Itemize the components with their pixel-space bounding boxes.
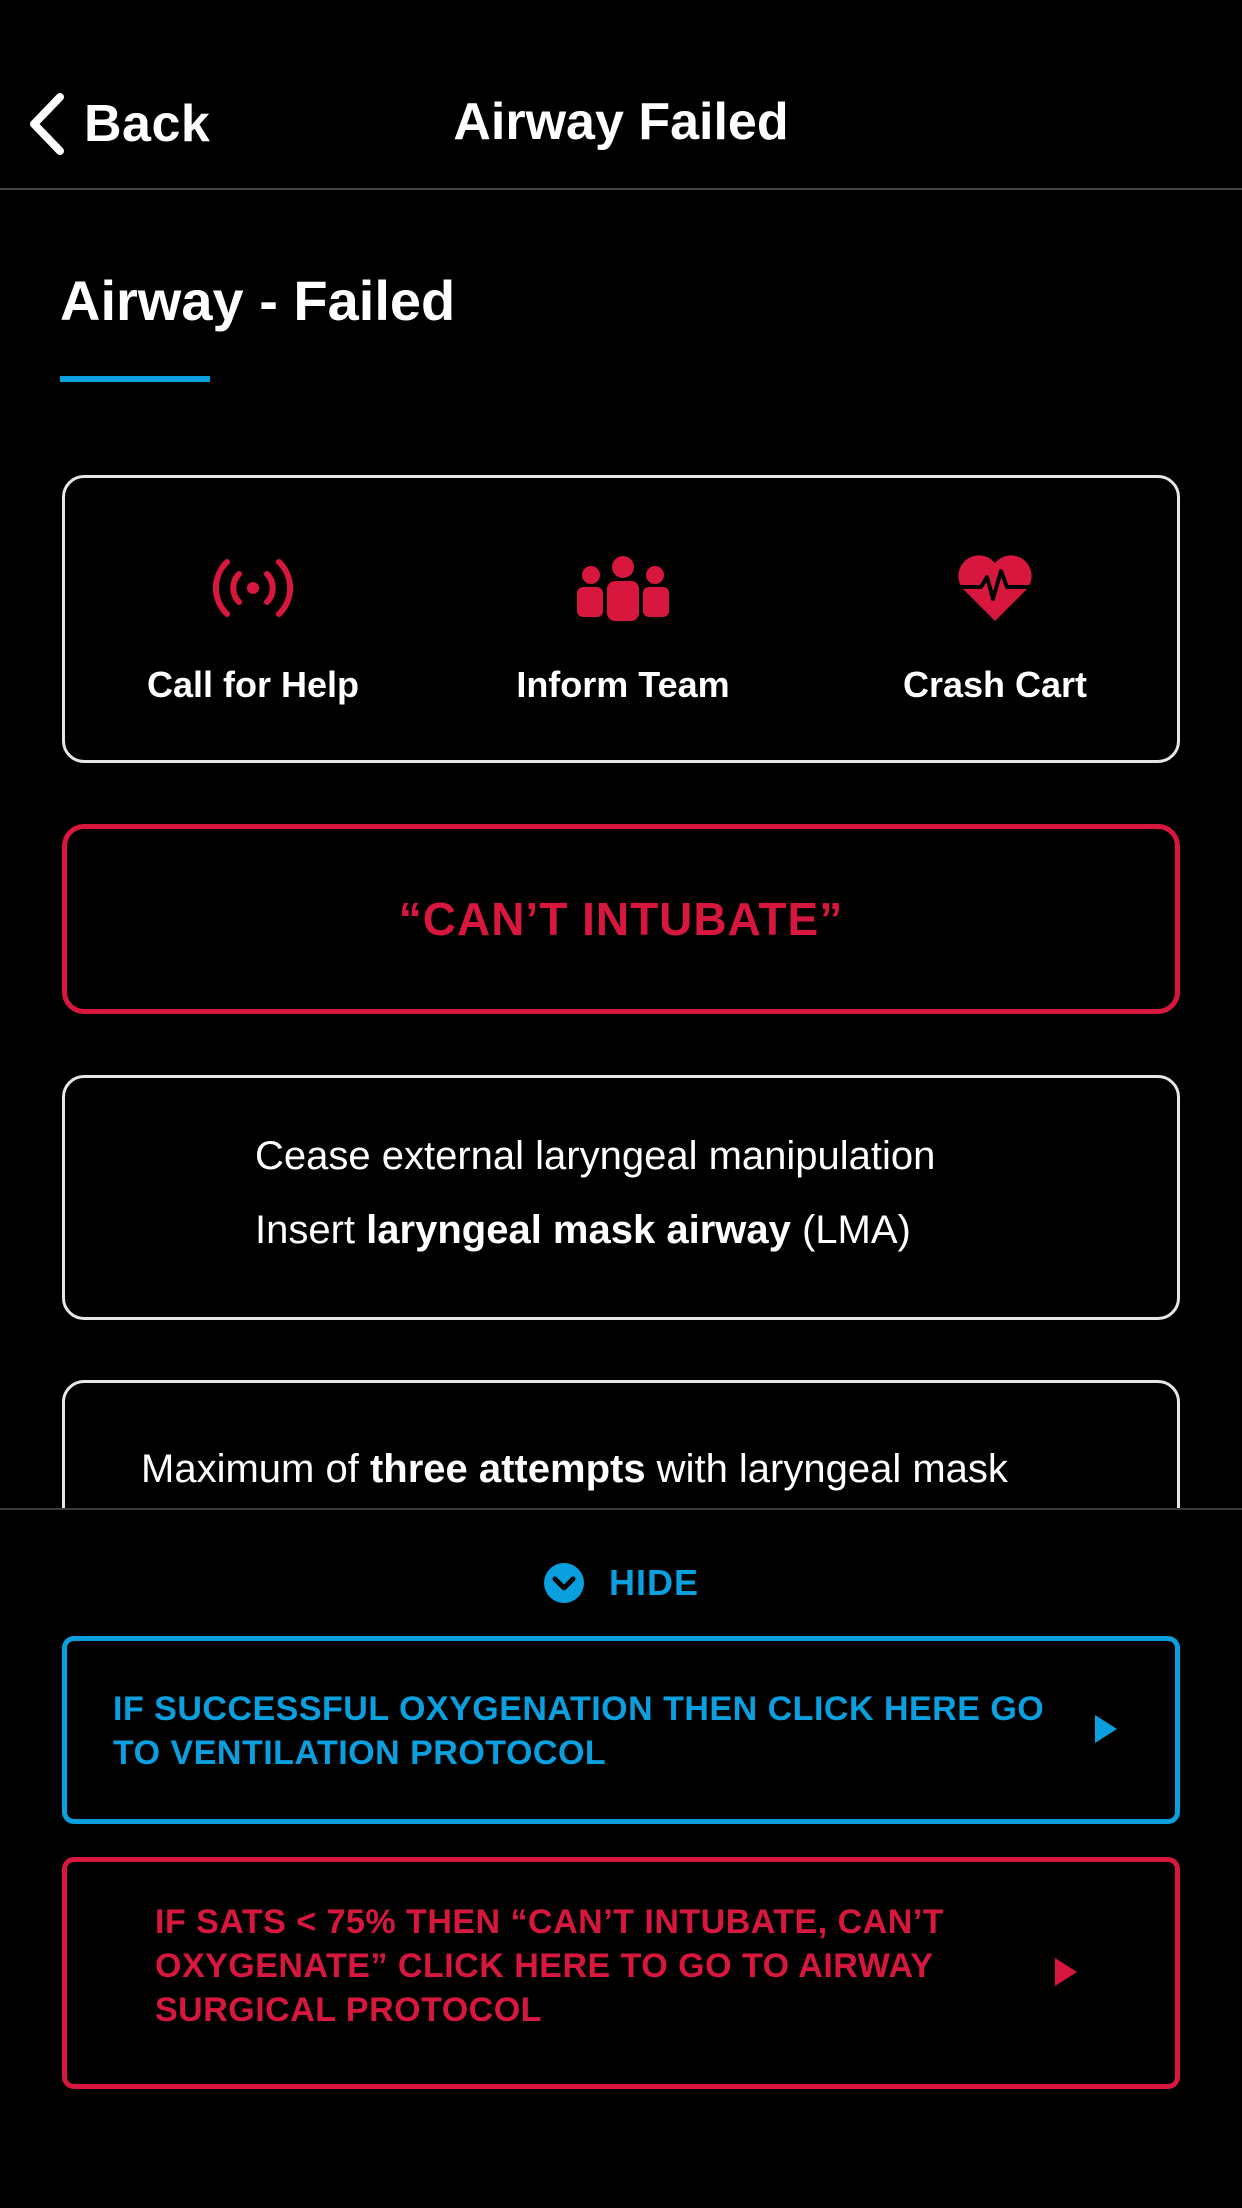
bottom-panel bbox=[0, 1508, 1242, 2208]
section-underline bbox=[60, 376, 210, 382]
steps-card bbox=[62, 1075, 1180, 1320]
call-for-help-label: Call for Help bbox=[146, 664, 360, 705]
inform-team-button[interactable] bbox=[437, 548, 809, 706]
step-line-2-prefix: Insert bbox=[255, 1208, 367, 1252]
team-icon bbox=[573, 555, 673, 621]
section-title: Airway - Failed bbox=[60, 269, 456, 332]
play-icon bbox=[1055, 1958, 1077, 1986]
surgical-protocol-link[interactable] bbox=[62, 1857, 1180, 2089]
attempts-suffix: with laryngeal mask bbox=[656, 1447, 1008, 1491]
step-line-1 bbox=[255, 1134, 935, 1179]
ventilation-protocol-text: IF SUCCESSFUL OXYGENATION THEN CLICK HERE GO TO VENTILATION PROTOCOL bbox=[113, 1690, 1045, 1772]
alert-text: “CAN’T INTUBATE” bbox=[398, 893, 844, 945]
cant-intubate-alert bbox=[62, 824, 1180, 1014]
step-line-2-bold: laryngeal mask airway bbox=[366, 1208, 791, 1252]
hide-label: HIDE bbox=[608, 1562, 699, 1603]
ventilation-protocol-link[interactable] bbox=[62, 1636, 1180, 1824]
play-icon bbox=[1095, 1715, 1117, 1743]
crash-cart-button[interactable] bbox=[809, 548, 1181, 706]
attempts-prefix: Maximum of bbox=[141, 1447, 370, 1491]
broadcast-icon bbox=[211, 556, 295, 620]
step-line-1-text: Cease external laryngeal manipulation bbox=[255, 1134, 936, 1178]
attempts-bold: three attempts bbox=[369, 1447, 646, 1491]
back-label: Back bbox=[84, 95, 211, 153]
call-for-help-button[interactable] bbox=[67, 548, 439, 706]
chevron-down-circle-icon bbox=[543, 1562, 585, 1604]
quick-actions-card bbox=[62, 475, 1180, 763]
heart-pulse-icon bbox=[955, 553, 1035, 623]
inform-team-label: Inform Team bbox=[516, 664, 730, 705]
page-title: Airway Failed bbox=[453, 93, 789, 151]
nav-bar bbox=[0, 0, 1242, 190]
surgical-protocol-text: IF SATS < 75% THEN “CAN’T INTUBATE, CAN’T OXYGENATE” CLICK HERE TO GO TO AIRWAY SURGICAL PROTOCOL bbox=[155, 1903, 945, 2029]
step-line-2 bbox=[255, 1208, 911, 1253]
hide-toggle[interactable] bbox=[0, 1562, 1242, 1604]
step-line-2-suffix: (LMA) bbox=[790, 1208, 911, 1252]
crash-cart-label: Crash Cart bbox=[902, 664, 1088, 705]
